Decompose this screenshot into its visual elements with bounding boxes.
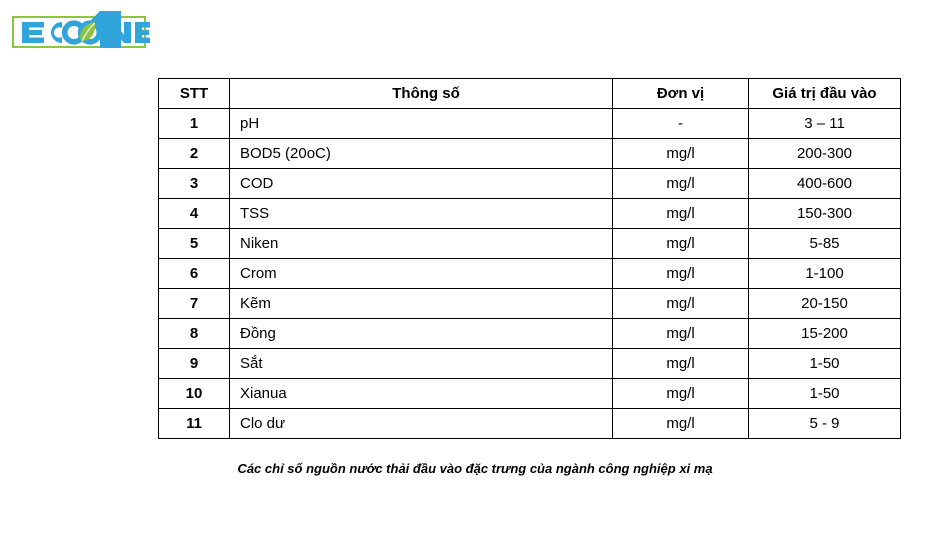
cell-parameter: BOD5 (20oC) xyxy=(230,139,613,169)
cell-unit: mg/l xyxy=(613,319,749,349)
table-row xyxy=(159,139,901,169)
table-row xyxy=(159,379,901,409)
cell-stt: 6 xyxy=(159,259,230,289)
cell-value: 150-300 xyxy=(749,199,901,229)
site-logo[interactable] xyxy=(8,8,152,54)
cell-stt: 1 xyxy=(159,109,230,139)
cell-stt: 9 xyxy=(159,349,230,379)
cell-unit: mg/l xyxy=(613,139,749,169)
cell-parameter: Niken xyxy=(230,229,613,259)
cell-stt: 10 xyxy=(159,379,230,409)
cell-parameter: Crom xyxy=(230,259,613,289)
cell-parameter: Đồng xyxy=(230,319,613,349)
cell-stt: 11 xyxy=(159,409,230,439)
table-row xyxy=(159,289,901,319)
cell-value: 5-85 xyxy=(749,229,901,259)
cell-value: 5 - 9 xyxy=(749,409,901,439)
cell-parameter: TSS xyxy=(230,199,613,229)
cell-parameter: pH xyxy=(230,109,613,139)
cell-unit: mg/l xyxy=(613,199,749,229)
cell-unit: mg/l xyxy=(613,349,749,379)
cell-value: 400-600 xyxy=(749,169,901,199)
wastewater-parameters-table xyxy=(158,78,901,439)
cell-parameter: COD xyxy=(230,169,613,199)
logo-letter-e2 xyxy=(135,22,150,43)
column-header-parameter: Thông số xyxy=(230,79,613,109)
table-body xyxy=(159,109,901,439)
logo-graphic xyxy=(8,8,152,54)
logo-letter-c xyxy=(51,22,62,43)
table-row xyxy=(159,199,901,229)
table-header xyxy=(159,79,901,109)
cell-stt: 7 xyxy=(159,289,230,319)
cell-parameter: Sắt xyxy=(230,349,613,379)
table-row xyxy=(159,169,901,199)
cell-stt: 4 xyxy=(159,199,230,229)
cell-value: 200-300 xyxy=(749,139,901,169)
cell-parameter: Xianua xyxy=(230,379,613,409)
cell-unit: - xyxy=(613,109,749,139)
table-row xyxy=(159,409,901,439)
cell-value: 1-50 xyxy=(749,349,901,379)
cell-parameter: Kẽm xyxy=(230,289,613,319)
cell-value: 15-200 xyxy=(749,319,901,349)
table-row xyxy=(159,349,901,379)
cell-unit: mg/l xyxy=(613,409,749,439)
cell-value: 20-150 xyxy=(749,289,901,319)
column-header-unit: Đơn vị xyxy=(613,79,749,109)
logo-letter-e1 xyxy=(22,22,44,43)
cell-value: 1-100 xyxy=(749,259,901,289)
cell-stt: 5 xyxy=(159,229,230,259)
cell-value: 1-50 xyxy=(749,379,901,409)
cell-unit: mg/l xyxy=(613,169,749,199)
column-header-stt: STT xyxy=(159,79,230,109)
cell-stt: 8 xyxy=(159,319,230,349)
cell-unit: mg/l xyxy=(613,379,749,409)
cell-unit: mg/l xyxy=(613,289,749,319)
cell-unit: mg/l xyxy=(613,229,749,259)
table-row xyxy=(159,259,901,289)
table-row xyxy=(159,109,901,139)
cell-stt: 3 xyxy=(159,169,230,199)
cell-value: 3 – 11 xyxy=(749,109,901,139)
cell-stt: 2 xyxy=(159,139,230,169)
table-row xyxy=(159,229,901,259)
column-header-value: Giá trị đầu vào xyxy=(749,79,901,109)
table-caption: Các chỉ số nguồn nước thải đầu vào đặc trưng của ngành công nghiệp xi mạ xyxy=(237,461,713,476)
cell-parameter: Clo dư xyxy=(230,409,613,439)
table-row xyxy=(159,319,901,349)
table-header-row xyxy=(159,79,901,109)
cell-unit: mg/l xyxy=(613,259,749,289)
